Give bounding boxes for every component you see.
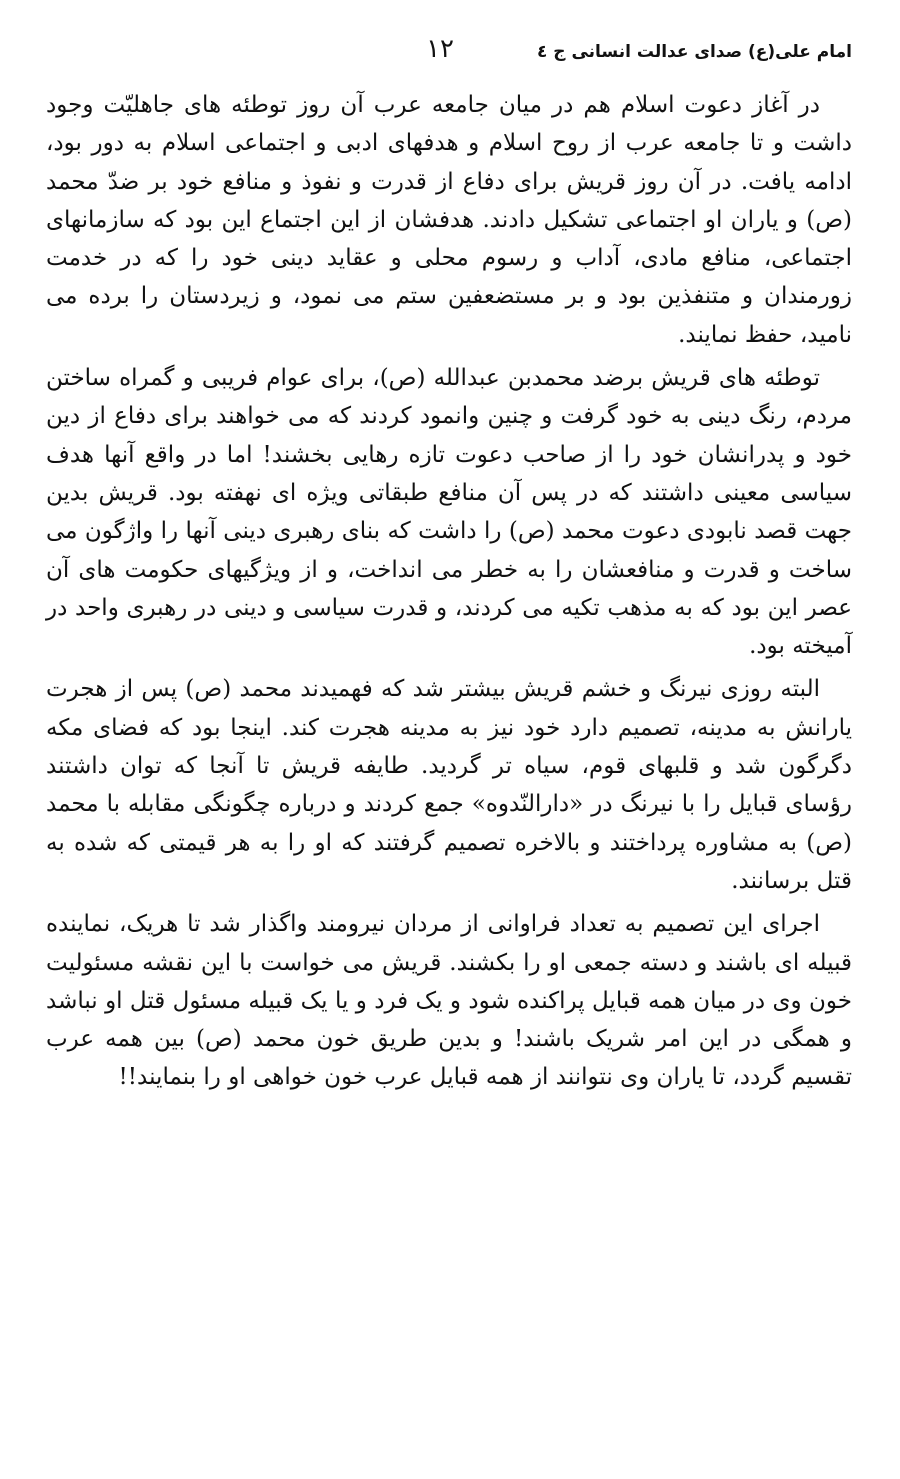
paragraph-1: در آغاز دعوت اسلام هم در میان جامعه عرب آن روز توطئه های جاهلیّت وجود داشت و تا جامعه عرب از روح اسلام و هدفهای ادبی و اجتماعی اسلام به دور بود، ادامه یافت. در آن روز قریش برای دفاع از قدرت و نفوذ و منافع خود بر ضدّ محمد (ص) و یاران او اجتماعی تشکیل دادند. هدفشان از این اجتماع این بود که سازمانهای اجتماعی، منافع مادی، آداب و رسوم محلی و عقاید دینی خود را که در خدمت زورمندان و متنفذین بود و بر مستضعفین ستم می نمود، و زیردستان را برده می نامید، حفظ نمایند. — [46, 92, 852, 348]
paragraph-3: البته روزی نیرنگ و خشم قریش بیشتر شد که فهمیدند محمد (ص) پس از هجرت یارانش به مدینه، تصمیم دارد خود نیز به مدینه هجرت کند. اینجا بود که فضای مکه دگرگون شد و قلبهای قوم، سیاه تر گردید. طایفه قریش تا آنجا که توان داشتند رؤسای قبایل را با نیرنگ در «دارالنّدوه» جمع کردند و درباره چگونگی مقابله با محمد (ص) به مشاوره پرداختند و بالاخره تصمیم گرفتند که او را به هر قیمتی که شده به قتل برسانند. — [46, 676, 852, 894]
body-text — [46, 86, 852, 1102]
page-header — [48, 34, 852, 78]
paragraph-4: اجرای این تصمیم به تعداد فراوانی از مردان نیرومند واگذار شد تا هریک، نماینده قبیله ای باشند و دسته جمعی او را بکشند. قریش می خواست با این نقشه مسئولیت خون وی در میان همه قبایل پراکنده شود و یک فرد و یا یک قبیله مسئول قتل او نباشد و همگی در این امر شریک باشند! و بدین طریق خون محمد (ص) بین همه عرب تقسیم گردد، تا یاران وی نتوانند از همه قبایل عرب خون خواهی او را بنمایند!! — [46, 911, 852, 1091]
page-number: ۱۲ — [426, 34, 454, 64]
paragraph-2: توطئه های قریش برضد محمدبن عبدالله (ص)، برای عوام فریبی و گمراه ساختن مردم، رنگ دینی به خود گرفت و چنین وانمود کردند که می خواهند برای دفاع از دین خود و پدرانشان خود را از صاحب دعوت تازه رهایی بخشند! اما در واقع آنها هدف سیاسی معینی داشتند که در پس آن منافع طبقاتی ویژه ای نهفته بود. قریش بدین جهت قصد نابودی دعوت محمد (ص) را داشت که بنای رهبری دینی آنها را واژگون می ساخت و قدرت و منافعشان را به خطر می انداخت، و از ویژگیهای حکومت های آن عصر این بود که به مذهب تکیه می کردند، و قدرت سیاسی و دینی در رهبری واحد در آمیخته بود. — [46, 365, 852, 660]
running-title: امام علی(ع) صدای عدالت انسانی ج ٤ — [536, 42, 852, 62]
